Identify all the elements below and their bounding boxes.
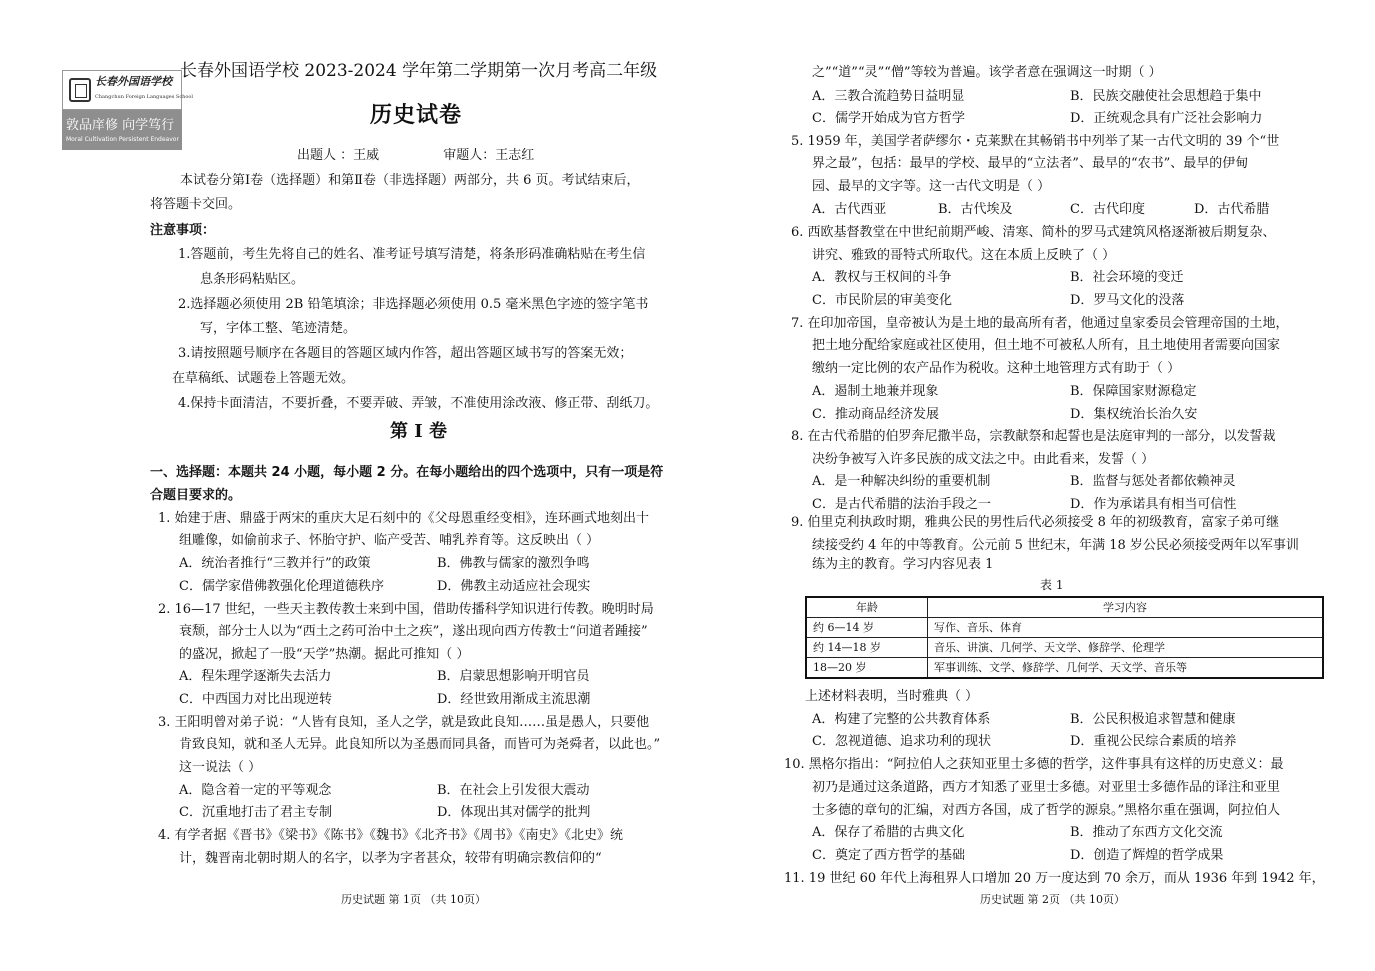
question-2-text: 的盛况，掀起了一股“天学”热潮。据此可推知（ ） <box>179 647 470 662</box>
q9-option-b[interactable]: B．公民积极追求智慧和健康 <box>1070 712 1236 727</box>
logo-motto: 敦品庠修 向学笃行 <box>66 118 175 133</box>
question-2-text: 2. 16—17 世纪，一些天主教传教士来到中国，借助传播科学知识进行传教。晚明时局 <box>158 602 654 617</box>
question-3-text: 这一说法（ ） <box>179 760 262 775</box>
question-9-text: 9. 伯里克利执政时期，雅典公民的男性后代必须接受 8 年的初级教育，富家子弟可继 <box>791 515 1280 530</box>
question-5-text: 界之最”，包括：最早的学校、最早的“立法者”、最早的“农书”、最早的伊甸 <box>812 156 1249 171</box>
q8-option-c[interactable]: C．是古代希腊的法治手段之一 <box>812 497 991 512</box>
page-footer-right: 历史试题 第 2页 （共 10页） <box>980 893 1125 906</box>
q8-option-b[interactable]: B．监督与惩处者都依赖神灵 <box>1070 474 1236 489</box>
note-line: 4.保持卡面清洁，不要折叠，不要弄破、弄皱，不准使用涂改液、修正带、刮纸刀。 <box>178 396 659 411</box>
question-11-text: 11. 19 世纪 60 年代上海租界人口增加 20 万一度达到 70 余万，而从 1936 年到 1942 年， <box>784 871 1325 886</box>
q2-option-b[interactable]: B．启蒙思想影响开明官员 <box>437 669 590 684</box>
study-content-table <box>805 596 1324 679</box>
question-3-text: 3. 王阳明曾对弟子说：“人皆有良知，圣人之学，就是致此良知……虽是愚人，只要他 <box>158 715 650 730</box>
q5-option-a[interactable]: A．古代西亚 <box>812 202 887 217</box>
question-2-text: 衰颓，部分士人以为“西土之药可治中土之疾”，遂出现向西方传教士“问道者踵接” <box>179 624 648 639</box>
q2-option-c[interactable]: C．中西国力对比出现逆转 <box>179 692 332 707</box>
q9-option-d[interactable]: D．重视公民综合素质的培养 <box>1070 734 1237 749</box>
q8-option-a[interactable]: A．是一种解决纠纷的重要机制 <box>812 474 991 489</box>
logo-motto-en: Moral Cultivation Persistent Endeavor <box>66 136 179 143</box>
note-line: 1.答题前，考生先将自己的姓名、准考证号填写清楚，将条形码准确粘贴在考生信 <box>178 247 646 262</box>
q6-option-d[interactable]: D．罗马文化的没落 <box>1070 293 1185 308</box>
q2-option-a[interactable]: A．程朱理学逐渐失去活力 <box>179 669 332 684</box>
logo-school-name: 长春外国语学校 <box>95 75 172 88</box>
q4-option-a[interactable]: A．三教合流趋势日益明显 <box>812 89 965 104</box>
logo-school-name-en: Changchun Foreign Languages School <box>95 94 193 100</box>
q7-option-a[interactable]: A．遏制土地兼并现象 <box>812 384 939 399</box>
table-caption: 表 1 <box>1040 578 1064 592</box>
part1-title: 第 Ⅰ 卷 <box>390 421 447 442</box>
q4-option-c[interactable]: C．儒学开始成为官方哲学 <box>812 111 965 126</box>
question-8-text: 决纷争被写入许多民族的成文法之中。由此看来，发誓（ ） <box>812 452 1155 467</box>
notes-title: 注意事项： <box>150 223 216 238</box>
question-9-text: 续接受约 4 年的中等教育。公元前 5 世纪末，年满 18 岁公民必须接受两年以军事训 <box>812 538 1299 553</box>
note-line: 写，字体工整、笔迹清楚。 <box>200 321 357 336</box>
question-9-stem: 上述材料表明，当时雅典（ ） <box>805 689 979 704</box>
question-3-text: 肯致良知，就和圣人无异。此良知所以为圣愚而同具备，而皆可为尧舜者，以此也。” <box>179 737 661 752</box>
q10-option-a[interactable]: A．保存了希腊的古典文化 <box>812 825 965 840</box>
q3-option-c[interactable]: C．沉重地打击了君主专制 <box>179 805 332 820</box>
table-row <box>806 658 1323 679</box>
table-cell-content: 写作、音乐、体育 <box>928 618 1324 638</box>
table-row <box>806 618 1323 638</box>
table-header-content: 学习内容 <box>928 597 1324 618</box>
question-6-text: 6. 西欧基督教堂在中世纪前期严峻、清寒、简朴的罗马式建筑风格逐渐被后期复杂、 <box>791 225 1276 240</box>
question-10-text: 士多德的章句的汇编，对西方各国，成了哲学的源泉。”黑格尔重在强调，阿拉伯人 <box>812 803 1281 818</box>
table-header-row <box>806 597 1323 618</box>
q1-option-d[interactable]: D．佛教主动适应社会现实 <box>437 579 591 594</box>
q8-option-d[interactable]: D．作为承诺具有相当可信性 <box>1070 497 1237 512</box>
q10-option-d[interactable]: D．创造了辉煌的哲学成果 <box>1070 848 1224 863</box>
q7-option-d[interactable]: D．集权统治长治久安 <box>1070 407 1198 422</box>
q4-option-b[interactable]: B．民族交融使社会思想趋于集中 <box>1070 89 1262 104</box>
question-10-text: 10. 黑格尔指出：“阿拉伯人之获知亚里士多德的哲学，这件事具有这样的历史意义：最 <box>784 757 1284 772</box>
q9-option-a[interactable]: A．构建了完整的公共教育体系 <box>812 712 991 727</box>
q10-option-b[interactable]: B．推动了东西方文化交流 <box>1070 825 1223 840</box>
q4-option-d[interactable]: D．正统观念具有广泛社会影响力 <box>1070 111 1263 126</box>
exam-authors <box>297 144 594 167</box>
question-4-text: 4. 有学者据《晋书》《梁书》《陈书》《魏书》《北齐书》《周书》《南史》《北史》统 <box>158 828 624 843</box>
question-9-text: 练为主的教育。学习内容见表 1 <box>812 557 994 572</box>
q5-option-b[interactable]: B．古代埃及 <box>938 202 1013 217</box>
page-footer-left: 历史试题 第 1页 （共 10页） <box>341 893 486 906</box>
question-4-text: 之”“道”“灵”“僧”等较为普遍。该学者意在强调这一时期（ ） <box>812 65 1162 80</box>
table-cell-content: 军事训练、文学、修辞学、几何学、天文学、音乐等 <box>928 658 1324 679</box>
question-7-text: 缴纳一定比例的农产品作为税收。这种土地管理方式有助于（ ） <box>812 361 1181 376</box>
school-seal-icon <box>69 78 91 102</box>
question-1-text: 1. 始建于唐、鼎盛于两宋的重庆大足石刻中的《父母恩重经变相》，连环画式地刻出十 <box>158 511 650 526</box>
logo-emblem-area <box>62 70 193 110</box>
table-header-age: 年龄 <box>806 597 928 618</box>
question-6-text: 讲究、雅致的哥特式所取代。这在本质上反映了（ ） <box>812 248 1116 263</box>
q10-option-c[interactable]: C．奠定了西方哲学的基础 <box>812 848 965 863</box>
section1-instructions: 一、选择题：本题共 24 小题，每小题 2 分。在每小题给出的四个选项中，只有一项是符 <box>150 465 664 480</box>
q6-option-b[interactable]: B．社会环境的变迁 <box>1070 270 1184 285</box>
school-logo <box>62 70 193 150</box>
q1-option-b[interactable]: B．佛教与儒家的激烈争鸣 <box>437 556 590 571</box>
table-cell-age: 约 6—14 岁 <box>806 618 928 638</box>
q3-option-b[interactable]: B．在社会上引发很大震动 <box>437 783 590 798</box>
table-cell-content: 音乐、讲演、几何学、天文学、修辞学、伦理学 <box>928 638 1324 658</box>
reviewer: 审题人：王志红 <box>443 148 535 163</box>
table-cell-age: 18—20 岁 <box>806 658 928 679</box>
q6-option-a[interactable]: A．教权与王权间的斗争 <box>812 270 952 285</box>
q9-option-c[interactable]: C．忽视道德、追求功利的现状 <box>812 734 991 749</box>
q5-option-d[interactable]: D．古代希腊 <box>1194 202 1270 217</box>
exam-title: 长春外国语学校 2023-2024 学年第二学期第一次月考高二年级 <box>180 61 658 81</box>
question-7-text: 7. 在印加帝国，皇帝被认为是土地的最高所有者，他通过皇家委员会管理帝国的土地， <box>791 316 1289 331</box>
q7-option-b[interactable]: B．保障国家财源稳定 <box>1070 384 1197 399</box>
note-line: 息条形码粘贴区。 <box>200 272 305 287</box>
q1-option-c[interactable]: C．儒学家借佛教强化伦理道德秩序 <box>179 579 384 594</box>
q1-option-a[interactable]: A．统治者推行“三教并行”的政策 <box>179 556 371 571</box>
note-line: 2.选择题必须使用 2B 铅笔填涂；非选择题必须使用 0.5 毫米黑色字迹的签字笔书 <box>178 297 649 312</box>
note-line: 3.请按照题号顺序在各题目的答题区域内作答，超出答题区域书写的答案无效； <box>178 346 633 361</box>
question-10-text: 初乃是通过这条道路，西方才知悉了亚里士多德。对亚里士多德作品的译注和亚里 <box>812 780 1281 795</box>
question-1-text: 组雕像，如偷前求子、怀胎守护、临产受苦、哺乳养育等。这反映出（ ） <box>179 533 600 548</box>
note-line: 在草稿纸、试题卷上答题无效。 <box>172 371 355 386</box>
section1-instructions: 合题目要求的。 <box>150 488 242 503</box>
table-row <box>806 638 1323 658</box>
q2-option-d[interactable]: D．经世致用渐成主流思潮 <box>437 692 591 707</box>
table-cell-age: 约 14—18 岁 <box>806 638 928 658</box>
q7-option-c[interactable]: C．推动商品经济发展 <box>812 407 939 422</box>
author: 出题人 ：王威 <box>297 148 380 163</box>
q6-option-c[interactable]: C．市民阶层的审美变化 <box>812 293 952 308</box>
question-5-text: 园、最早的文字等。这一古代文明是（ ） <box>812 179 1051 194</box>
question-4-text: 计，魏晋南北朝时期人的名字，以孝为字者甚众，较带有明确宗教信仰的“ <box>179 851 602 866</box>
question-5-text: 5. 1959 年，美国学者萨缪尔・克莱默在其畅销书中列举了某一古代文明的 39 个“世 <box>791 134 1280 149</box>
q5-option-c[interactable]: C．古代印度 <box>1070 202 1145 217</box>
question-8-text: 8. 在古代希腊的伯罗奔尼撒半岛，宗教献祭和起誓也是法庭审判的一部分，以发誓裁 <box>791 429 1276 444</box>
q3-option-a[interactable]: A．隐含着一定的平等观念 <box>179 783 332 798</box>
intro-line: 将答题卡交回。 <box>150 197 242 212</box>
intro-line: 本试卷分第Ⅰ卷（选择题）和第Ⅱ卷（非选择题）两部分，共 6 页。考试结束后， <box>180 173 640 188</box>
exam-subject: 历史试卷 <box>370 102 463 128</box>
question-7-text: 把土地分配给家庭或社区使用，但土地不可被私人所有，且土地使用者需要向国家 <box>812 338 1281 353</box>
q3-option-d[interactable]: D．体现出其对儒学的批判 <box>437 805 591 820</box>
